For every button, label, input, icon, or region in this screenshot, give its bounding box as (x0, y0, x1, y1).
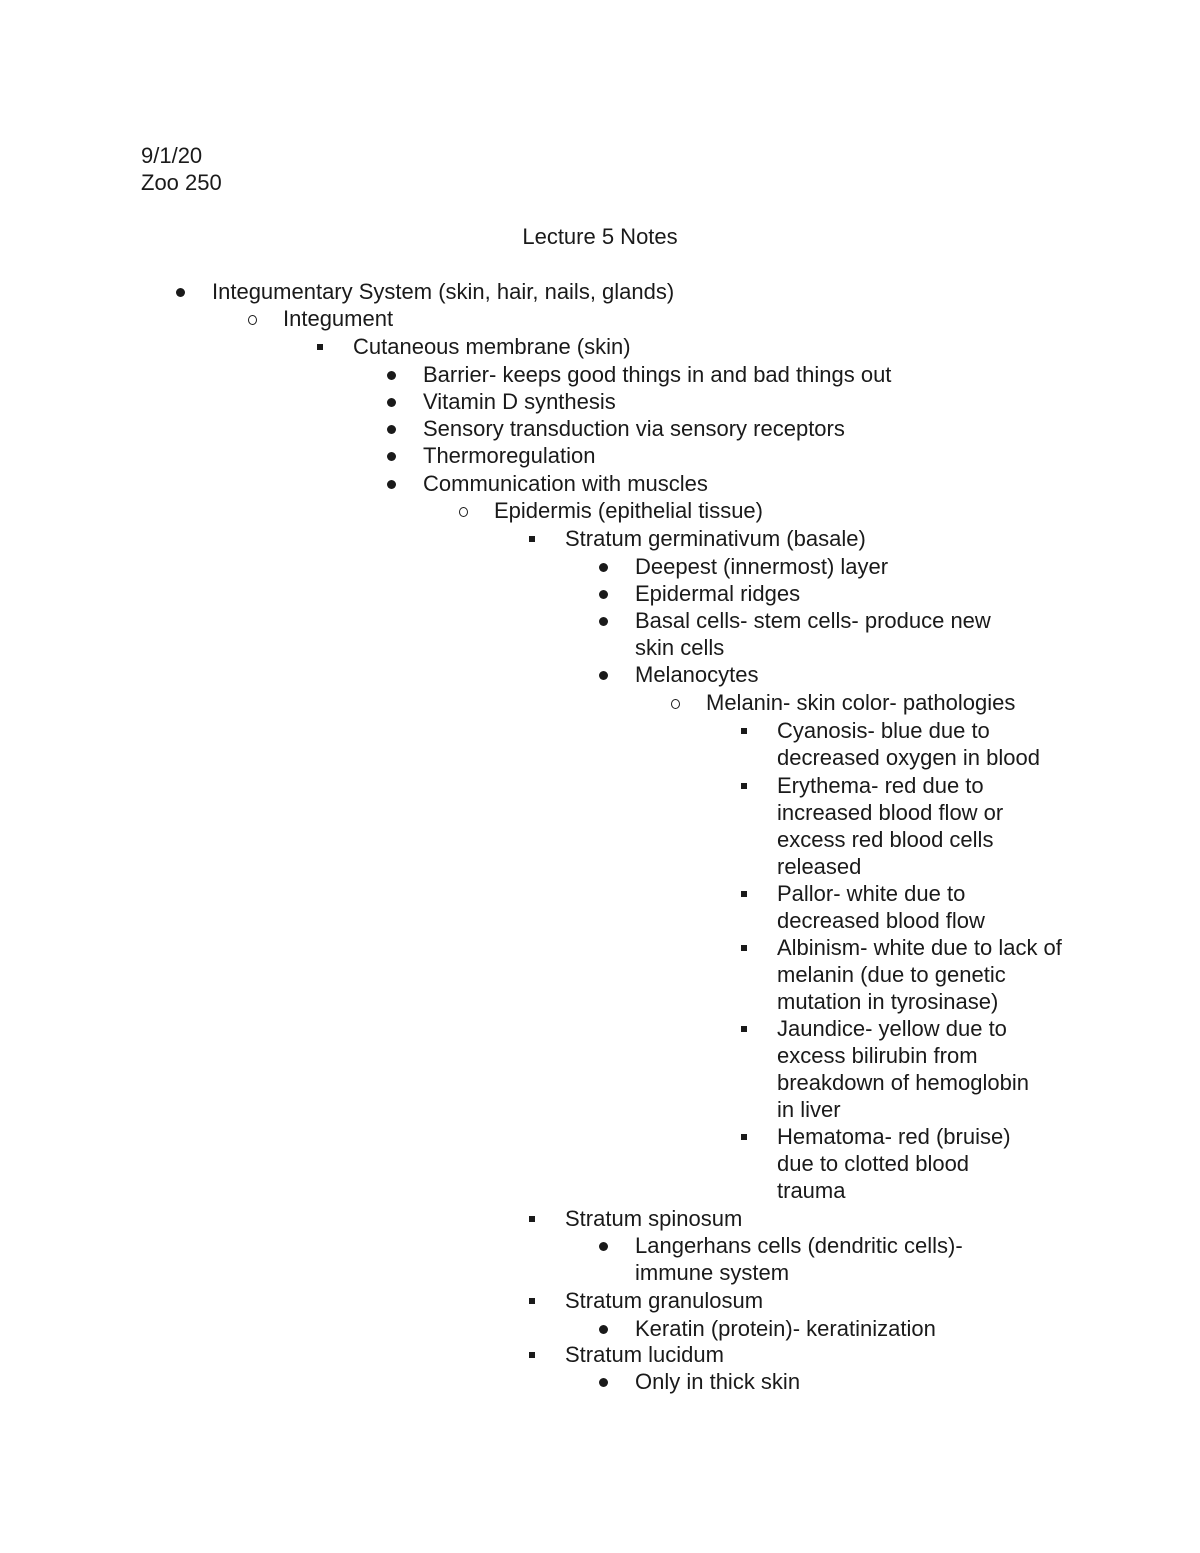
outline-item-cyanosis (737, 717, 1177, 771)
outline-item-text: Stratum spinosum (565, 1206, 743, 1231)
circle-bullet-icon (454, 497, 474, 524)
outline-item-text: Stratum germinativum (basale) (565, 526, 866, 551)
square-bullet-icon (737, 880, 757, 907)
outline-item-text: Basal cells- stem cells- produce new skin cells (635, 608, 991, 660)
disc-bullet-icon (595, 661, 615, 688)
outline-item-text: Cutaneous membrane (skin) (353, 334, 631, 359)
course-line: Zoo 250 (141, 170, 222, 195)
outline-item-basal (595, 607, 1155, 661)
page-title: Lecture 5 Notes (522, 224, 678, 249)
disc-bullet-icon (383, 415, 403, 442)
outline-item-text: Barrier- keeps good things in and bad things out (423, 362, 892, 387)
outline-item-text: Albinism- white due to lack of melanin (due to genetic mutation in tyrosinase) (777, 935, 1062, 1014)
outline-item-erythema (737, 772, 1177, 880)
circle-bullet-icon (666, 689, 686, 716)
outline-item-text: Vitamin D synthesis (423, 389, 616, 414)
disc-bullet-icon (172, 278, 192, 305)
outline-item-text: Hematoma- red (bruise) due to clotted blood trauma (777, 1124, 1011, 1203)
outline-item-text: Stratum lucidum (565, 1342, 724, 1367)
outline-item-text: Epidermal ridges (635, 581, 801, 606)
square-bullet-icon (737, 1123, 757, 1150)
outline-item-text: Epidermis (epithelial tissue) (494, 498, 763, 523)
outline-item-text: Melanin- skin color- pathologies (706, 690, 1016, 715)
square-bullet-icon (525, 1287, 545, 1314)
date-line: 9/1/20 (141, 143, 203, 168)
outline-item-text: Thermoregulation (423, 443, 596, 468)
square-bullet-icon (737, 717, 757, 744)
square-bullet-icon (525, 1205, 545, 1232)
outline-item-text: Pallor- white due to decreased blood flow (777, 881, 985, 933)
disc-bullet-icon (595, 1315, 615, 1342)
outline-item-pallor (737, 880, 1177, 934)
outline-item-text: Only in thick skin (635, 1369, 801, 1394)
square-bullet-icon (525, 1341, 545, 1368)
disc-bullet-icon (595, 607, 615, 634)
disc-bullet-icon (595, 553, 615, 580)
outline-item-hematoma (737, 1123, 1177, 1204)
square-bullet-icon (525, 525, 545, 552)
outline-item-albinism (737, 934, 1177, 1015)
disc-bullet-icon (383, 470, 403, 497)
square-bullet-icon (737, 772, 757, 799)
disc-bullet-icon (383, 442, 403, 469)
square-bullet-icon (737, 1015, 757, 1042)
disc-bullet-icon (595, 1232, 615, 1259)
outline-item-text: Langerhans cells (dendritic cells)- immune system (635, 1233, 963, 1285)
outline-item-text: Integument (283, 306, 394, 331)
circle-bullet-icon (243, 305, 263, 332)
outline-item-text: Cyanosis- blue due to decreased oxygen in blood (777, 718, 1040, 770)
disc-bullet-icon (595, 580, 615, 607)
outline-item-text: Keratin (protein)- keratinization (635, 1316, 936, 1341)
disc-bullet-icon (595, 1368, 615, 1395)
disc-bullet-icon (383, 388, 403, 415)
outline-item-text: Integumentary System (skin, hair, nails, glands) (212, 279, 675, 304)
outline-item-text: Melanocytes (635, 662, 759, 687)
outline-item-text: Jaundice- yellow due to excess bilirubin from breakdown of hemoglobin in liver (777, 1016, 1029, 1122)
outline-item-jaundice (737, 1015, 1177, 1123)
outline-item-text: Deepest (innermost) layer (635, 554, 889, 579)
square-bullet-icon (313, 333, 333, 360)
outline-item-text: Communication with muscles (423, 471, 708, 496)
outline-item-text: Stratum granulosum (565, 1288, 764, 1313)
outline-item-langerhans (595, 1232, 1155, 1286)
outline-item-text: Sensory transduction via sensory receptors (423, 416, 845, 441)
square-bullet-icon (737, 934, 757, 961)
outline-item-text: Erythema- red due to increased blood flow or excess red blood cells released (777, 773, 1004, 879)
disc-bullet-icon (383, 361, 403, 388)
